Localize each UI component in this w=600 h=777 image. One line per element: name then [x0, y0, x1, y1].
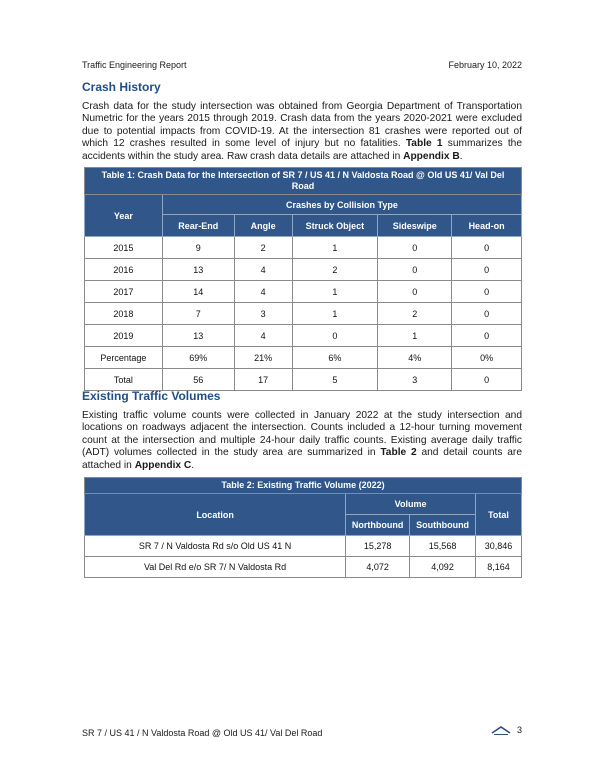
table-cell: 4,072 — [346, 557, 410, 578]
column-header: Sideswipe — [378, 215, 452, 237]
table-cell: 0% — [452, 347, 522, 369]
table-row — [85, 536, 522, 557]
table-cell: 2016 — [85, 259, 163, 281]
header-date: February 10, 2022 — [448, 60, 522, 70]
table-cell: 2 — [234, 237, 292, 259]
table-row — [85, 303, 522, 325]
table-row — [85, 347, 522, 369]
table-cell: 2015 — [85, 237, 163, 259]
table-cell: 0 — [378, 237, 452, 259]
table-cell: 17 — [234, 369, 292, 391]
table-cell: 2017 — [85, 281, 163, 303]
table-cell: 3 — [234, 303, 292, 325]
volume-header: Volume — [346, 494, 476, 515]
table-cell: 2019 — [85, 325, 163, 347]
column-header: Head-on — [452, 215, 522, 237]
para-text: summarizes the accidents within the study area. Raw crash data details are attached in — [82, 138, 522, 162]
traffic-volumes-heading: Existing Traffic Volumes — [82, 389, 221, 403]
table-cell: 13 — [162, 325, 234, 347]
table-cell: 1 — [292, 237, 378, 259]
column-header: Struck Object — [292, 215, 378, 237]
table-cell: 1 — [292, 281, 378, 303]
crash-history-heading: Crash History — [82, 80, 161, 94]
table-cell: 56 — [162, 369, 234, 391]
crash-history-paragraph — [82, 101, 522, 163]
table-1-reference: Table 1 — [405, 138, 443, 150]
para-text: Existing traffic volume counts were collected in January 2022 at the study intersection and locations on roadways adjacent the intersection. Counts included a 12-hour turning movement count at the intersection and multiple 24-hour daily traffic counts. Existing average daily traffic (ADT) volumes collected in the study area are summarized in — [82, 410, 522, 459]
table-cell: 21% — [234, 347, 292, 369]
table-2-reference: Table 2 — [380, 447, 417, 459]
table-cell: 1 — [378, 325, 452, 347]
table-cell: Total — [85, 369, 163, 391]
table-row — [85, 281, 522, 303]
table-cell: 4% — [378, 347, 452, 369]
table-cell: 15,568 — [410, 536, 476, 557]
northbound-header: Northbound — [346, 515, 410, 536]
year-header: Year — [85, 195, 163, 237]
footer-right — [491, 725, 522, 735]
traffic-volume-table — [84, 477, 522, 578]
table-cell: 69% — [162, 347, 234, 369]
table-cell: 4 — [234, 325, 292, 347]
traffic-volumes-paragraph — [82, 410, 522, 472]
table-cell: 0 — [452, 281, 522, 303]
column-header: Angle — [234, 215, 292, 237]
table-cell: 2018 — [85, 303, 163, 325]
table-row — [85, 237, 522, 259]
table-cell: 8,164 — [476, 557, 522, 578]
para-text: . — [191, 459, 195, 471]
column-header: Rear-End — [162, 215, 234, 237]
table-cell: 0 — [452, 369, 522, 391]
table-row — [85, 325, 522, 347]
table-cell: 0 — [378, 259, 452, 281]
table-2-title: Table 2: Existing Traffic Volume (2022) — [85, 478, 522, 494]
table-cell: 3 — [378, 369, 452, 391]
southbound-header: Southbound — [410, 515, 476, 536]
collision-type-header: Crashes by Collision Type — [162, 195, 521, 215]
table-cell: Val Del Rd e/o SR 7/ N Valdosta Rd — [85, 557, 346, 578]
table-cell: SR 7 / N Valdosta Rd s/o Old US 41 N — [85, 536, 346, 557]
table-cell: Percentage — [85, 347, 163, 369]
table-cell: 5 — [292, 369, 378, 391]
table-row — [85, 369, 522, 391]
para-text: Crash data for the study intersection was obtained from Georgia Department of Transportation Numetric for the years 2015 through 2019. Crash data from the years 2020-2021 were excluded due to potential impacts from COVID-19. At the intersection 81 crashes were reported out of which 12 crashes resulted in some level of injury but no fatalities. — [82, 101, 522, 150]
table-cell: 0 — [452, 325, 522, 347]
table-cell: 0 — [452, 303, 522, 325]
table-cell: 13 — [162, 259, 234, 281]
table-cell: 0 — [292, 325, 378, 347]
table-cell: 1 — [292, 303, 378, 325]
table-cell: 2 — [378, 303, 452, 325]
table-cell: 9 — [162, 237, 234, 259]
table-cell: 0 — [452, 237, 522, 259]
table-cell: 4,092 — [410, 557, 476, 578]
table-cell: 4 — [234, 259, 292, 281]
table-row — [85, 557, 522, 578]
table-1-title: Table 1: Crash Data for the Intersection of SR 7 / US 41 / N Valdosta Road @ Old US 41/ Val Del Road — [85, 168, 522, 195]
company-logo-icon — [491, 725, 511, 735]
appendix-c-reference: Appendix C — [134, 459, 192, 471]
table-cell: 14 — [162, 281, 234, 303]
total-header: Total — [476, 494, 522, 536]
para-text: . — [459, 150, 463, 162]
header-title: Traffic Engineering Report — [82, 60, 187, 70]
table-cell: 30,846 — [476, 536, 522, 557]
page-number: 3 — [516, 725, 522, 735]
table-cell: 0 — [378, 281, 452, 303]
table-cell: 7 — [162, 303, 234, 325]
appendix-b-reference: Appendix B — [403, 150, 460, 162]
table-cell: 15,278 — [346, 536, 410, 557]
table-row — [85, 259, 522, 281]
table-cell: 0 — [452, 259, 522, 281]
crash-data-table — [84, 167, 522, 391]
para-text: and detail counts are attached in — [82, 447, 522, 471]
table-cell: 4 — [234, 281, 292, 303]
table-cell: 6% — [292, 347, 378, 369]
table-cell: 2 — [292, 259, 378, 281]
location-header: Location — [85, 494, 346, 536]
footer-title: SR 7 / US 41 / N Valdosta Road @ Old US 41/ Val Del Road — [82, 728, 323, 738]
